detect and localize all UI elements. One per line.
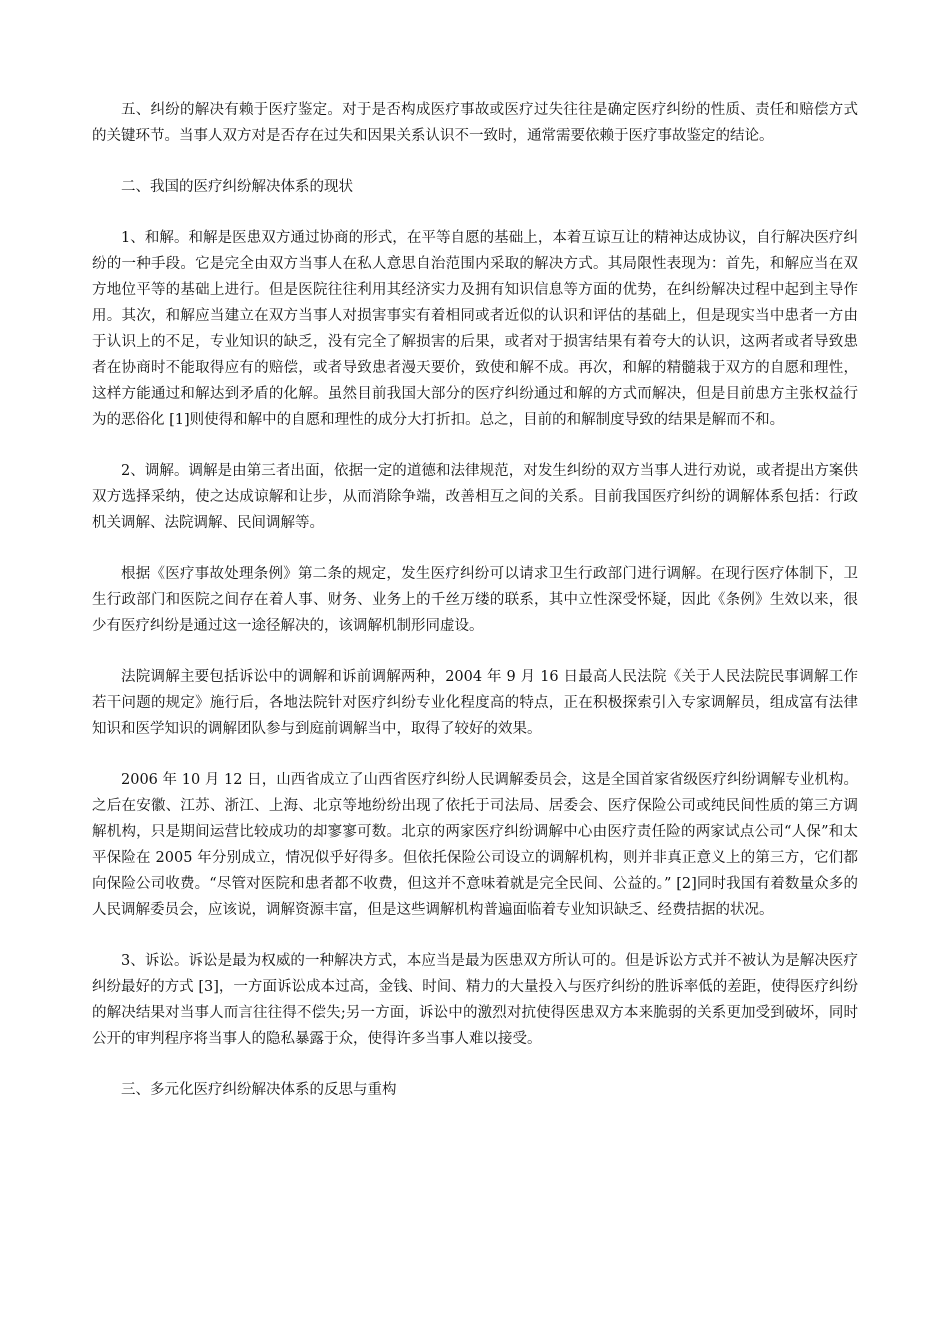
paragraph-mediation: 2、调解。调解是由第三者出面，依据一定的道德和法律规范，对发生纠纷的双方当事人进行劝说，或者提出方案供双方选择采纳，使之达成谅解和让步，从而消除争端，改善相互之间的关系。目前我国医疗纠纷的调解体系包括：行政机关调解、法院调解、民间调解等。 [92,463,858,531]
paragraph-reconciliation: 1、和解。和解是医患双方通过协商的形式，在平等自愿的基础上，本着互谅互让的精神达成协议，自行解决医疗纠纷的一种手段。它是完全由双方当事人在私人意思自治范围内采取的解决方式。其局限性表现为：首先，和解应当在双方地位平等的基础上进行。但是医院往往利用其经济实力及拥有知识信息等方面的优势，在纠纷解决过程中起到主导作用。其次，和解应当建立在双方当事人对损害事实有着相同或者近似的认识和评估的基础上，但是现实当中患者一方由于认识上的不足，专业知识的缺乏，没有完全了解损害的后果，或者对于损害结果有着夸大的认识，这两者或者导致患者在协商时不能取得应有的赔偿，或者导致患者漫天要价，致使和解不成。再次，和解的精髓栽于双方的自愿和理性，这样方能通过和解达到矛盾的化解。虽然目前我国大部分的医疗纠纷通过和解的方式而解决，但是目前患方主张权益行为的恶俗化 [1]则使得和解中的自愿和理性的成分大打折扣。总之，目前的和解制度导致的结果是解而不和。 [92,230,858,428]
paragraph-court-mediation: 法院调解主要包括诉讼中的调解和诉前调解两种，2004 年 9 月 16 日最高人民法院《关于人民法院民事调解工作若干问题的规定》施行后，各地法院针对医疗纠纷专业化程度高的特点，正在积极探索引入专家调解员，组成富有法律知识和医学知识的调解团队参与到庭前调解当中，取得了较好的效果。 [92,669,858,737]
paragraph-people-mediation: 2006 年 10 月 12 日，山西省成立了山西省医疗纠纷人民调解委员会，这是全国首家省级医疗纠纷调解专业机构。之后在安徽、江苏、浙江、上海、北京等地纷纷出现了依托于司法局、居委会、医疗保险公司或纯民间性质的第三方调解机构，只是期间运营比较成功的却寥寥可数。北京的两家医疗纠纷调解中心由医疗责任险的两家试点公司“人保”和太平保险在 2005 年分别成立，情况似乎好得多。但依托保险公司设立的调解机构，则并非真正意义上的第三方，它们都向保险公司收费。“尽管对医院和患者都不收费，但这并不意味着就是完全民间、公益的。” [2]同时我国有着数量众多的人民调解委员会，应该说，调解资源丰富，但是这些调解机构普遍面临着专业知识缺乏、经费拮据的状况。 [92,772,858,918]
section-heading-current-system: 二、我国的医疗纠纷解决体系的现状 [121,179,353,195]
document-body [92,97,858,1128]
paragraph-administrative-mediation: 根据《医疗事故处理条例》第二条的规定，发生医疗纠纷可以请求卫生行政部门进行调解。在现行医疗体制下，卫生行政部门和医院之间存在着人事、财务、业务上的千丝万缕的联系，其中立性深受怀疑，因此《条例》生效以来，很少有医疗纠纷是通过这一途径解决的，该调解机制形同虚设。 [92,566,858,634]
paragraph-medical-appraisal: 五、纠纷的解决有赖于医疗鉴定。对于是否构成医疗事故或医疗过失往往是确定医疗纠纷的性质、责任和赔偿方式的关键环节。当事人双方对是否存在过失和因果关系认识不一致时，通常需要依赖于医疗事故鉴定的结论。 [92,102,858,144]
section-heading-reconstruction: 三、多元化医疗纠纷解决体系的反思与重构 [121,1082,397,1098]
paragraph-litigation: 3、诉讼。诉讼是最为权威的一种解决方式，本应当是最为医患双方所认可的。但是诉讼方式并不被认为是解决医疗纠纷最好的方式 [3]，一方面诉讼成本过高，金钱、时间、精力的大量投入与医疗纠纷的胜诉率低的差距，使得医疗纠纷的解决结果对当事人而言往往得不偿失;另一方面，诉讼中的激烈对抗使得医患双方本来脆弱的关系更加受到破坏，同时公开的审判程序将当事人的隐私暴露于众，使得许多当事人难以接受。 [92,953,858,1047]
